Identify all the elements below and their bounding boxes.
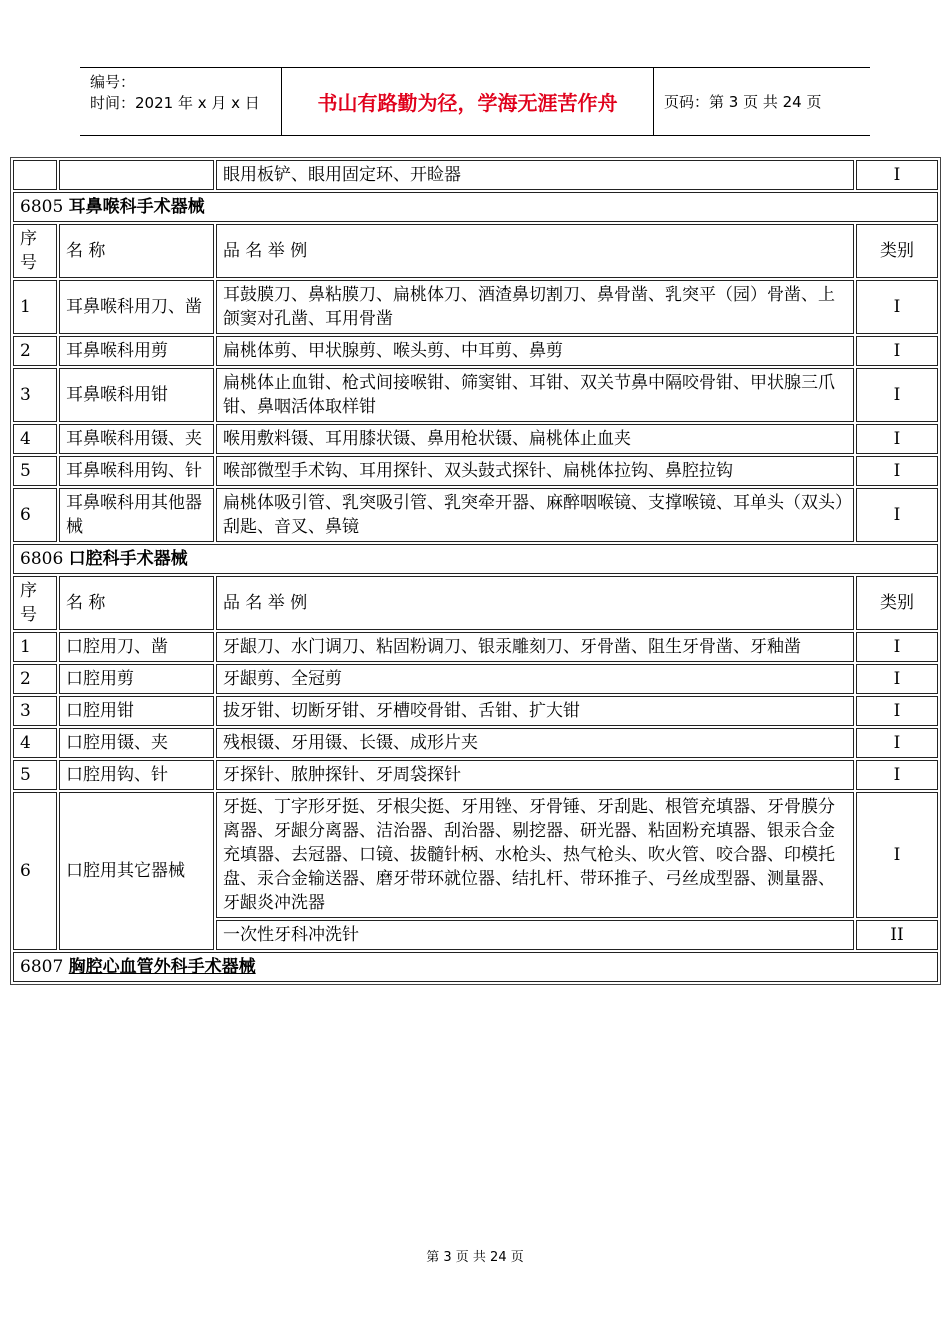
cell-category: I — [856, 368, 938, 422]
cell-examples: 一次性牙科冲洗针 — [216, 920, 854, 950]
table-row — [13, 792, 938, 918]
col-category: 类别 — [856, 224, 938, 278]
cell-name: 口腔用钳 — [59, 696, 214, 726]
cell-name: 口腔用剪 — [59, 664, 214, 694]
table-row — [13, 456, 938, 486]
cell-examples: 牙挺、丁字形牙挺、牙根尖挺、牙用锉、牙骨锤、牙刮匙、根管充填器、牙骨膜分离器、牙龈分离器、洁治器、刮治器、剔挖器、研光器、粘固粉充填器、银汞合金充填器、去冠器、口镜、拔髓针柄、水枪头、热气枪头、吹火管、咬合器、印模托盘、汞合金输送器、磨牙带环就位器、结扎杆、带环推子、弓丝成型器、测量器、牙龈炎冲洗器 — [216, 792, 854, 918]
section-code: 6805 — [20, 197, 64, 217]
cell-seq: 4 — [13, 424, 57, 454]
cell-category: I — [856, 280, 938, 334]
section-title: 口腔科手术器械 — [68, 549, 188, 569]
cell-name: 耳鼻喉科用钩、针 — [59, 456, 214, 486]
table-row — [13, 336, 938, 366]
section-title: 耳鼻喉科手术器械 — [68, 197, 205, 217]
cell-category: I — [856, 696, 938, 726]
cell-name — [59, 160, 214, 190]
table-row — [13, 664, 938, 694]
cell-category: I — [856, 456, 938, 486]
cell-category: I — [856, 160, 938, 190]
column-header-row — [13, 576, 938, 630]
cell-examples: 耳鼓膜刀、鼻粘膜刀、扁桃体刀、酒渣鼻切割刀、鼻骨凿、乳突平（园）骨凿、上颌窦对孔凿、耳用骨凿 — [216, 280, 854, 334]
section-code: 6806 — [20, 549, 64, 569]
cell-seq: 1 — [13, 280, 57, 334]
cell-seq: 6 — [13, 488, 57, 542]
cell-name: 耳鼻喉科用钳 — [59, 368, 214, 422]
cell-seq: 2 — [13, 664, 57, 694]
cell-examples: 眼用板铲、眼用固定环、开睑器 — [216, 160, 854, 190]
cell-category: I — [856, 424, 938, 454]
cell-seq: 6 — [13, 792, 57, 950]
column-header-row — [13, 224, 938, 278]
cell-examples: 牙探针、脓肿探针、牙周袋探针 — [216, 760, 854, 790]
col-seq: 序号 — [13, 224, 57, 278]
table-row — [13, 696, 938, 726]
col-seq: 序号 — [13, 576, 57, 630]
page-header — [80, 67, 870, 136]
page-footer: 第 3 页 共 24 页 — [426, 1250, 524, 1265]
table-row — [13, 424, 938, 454]
header-meta — [80, 68, 282, 135]
cell-category: I — [856, 336, 938, 366]
cell-name: 口腔用其它器械 — [59, 792, 214, 950]
cell-seq: 2 — [13, 336, 57, 366]
cell-examples: 拔牙钳、切断牙钳、牙槽咬骨钳、舌钳、扩大钳 — [216, 696, 854, 726]
cell-name: 耳鼻喉科用其他器械 — [59, 488, 214, 542]
col-name: 名 称 — [59, 576, 214, 630]
cell-category: I — [856, 792, 938, 918]
table-row — [13, 760, 938, 790]
cell-name: 口腔用刀、凿 — [59, 632, 214, 662]
cell-name: 耳鼻喉科用剪 — [59, 336, 214, 366]
table-row — [13, 368, 938, 422]
time-label: 时间：2021 年 x 月 x 日 — [90, 94, 260, 112]
section-header-6805 — [13, 192, 938, 222]
cell-name: 口腔用钩、针 — [59, 760, 214, 790]
cell-examples: 残根镊、牙用镊、长镊、成形片夹 — [216, 728, 854, 758]
cell-examples: 牙龈剪、全冠剪 — [216, 664, 854, 694]
cell-examples: 扁桃体吸引管、乳突吸引管、乳突牵开器、麻醉咽喉镜、支撑喉镜、耳单头（双头）刮匙、音叉、鼻镜 — [216, 488, 854, 542]
cell-category: II — [856, 920, 938, 950]
cell-category: I — [856, 728, 938, 758]
cell-seq: 1 — [13, 632, 57, 662]
section-title: 胸腔心血管外科手术器械 — [68, 957, 256, 977]
cell-category: I — [856, 632, 938, 662]
table-row — [13, 160, 938, 190]
cell-seq: 3 — [13, 696, 57, 726]
col-category: 类别 — [856, 576, 938, 630]
cell-examples: 喉用敷料镊、耳用膝状镊、鼻用枪状镊、扁桃体止血夹 — [216, 424, 854, 454]
table-row — [13, 280, 938, 334]
cell-seq: 5 — [13, 456, 57, 486]
cell-category: I — [856, 488, 938, 542]
number-label: 编号： — [90, 73, 136, 91]
header-motto: 书山有路勤为径，学海无涯苦作舟 — [282, 68, 654, 135]
cell-seq: 3 — [13, 368, 57, 422]
cell-name: 耳鼻喉科用刀、凿 — [59, 280, 214, 334]
table-row — [13, 488, 938, 542]
section-code: 6807 — [20, 957, 64, 977]
cell-examples: 扁桃体剪、甲状腺剪、喉头剪、中耳剪、鼻剪 — [216, 336, 854, 366]
cell-name: 口腔用镊、夹 — [59, 728, 214, 758]
catalog-table — [10, 157, 941, 985]
cell-examples: 牙龈刀、水门调刀、粘固粉调刀、银汞雕刻刀、牙骨凿、阻生牙骨凿、牙釉凿 — [216, 632, 854, 662]
cell-seq: 5 — [13, 760, 57, 790]
header-page-info: 页码：第 3 页 共 24 页 — [664, 93, 822, 111]
cell-seq — [13, 160, 57, 190]
cell-examples: 喉部微型手术钩、耳用探针、双头鼓式探针、扁桃体拉钩、鼻腔拉钩 — [216, 456, 854, 486]
cell-seq: 4 — [13, 728, 57, 758]
table-row — [13, 632, 938, 662]
cell-category: I — [856, 664, 938, 694]
section-header-6806 — [13, 544, 938, 574]
col-name: 名 称 — [59, 224, 214, 278]
col-examples: 品 名 举 例 — [216, 576, 854, 630]
col-examples: 品 名 举 例 — [216, 224, 854, 278]
cell-examples: 扁桃体止血钳、枪式间接喉钳、筛窦钳、耳钳、双关节鼻中隔咬骨钳、甲状腺三爪钳、鼻咽活体取样钳 — [216, 368, 854, 422]
section-header-6807 — [13, 952, 938, 982]
cell-category: I — [856, 760, 938, 790]
cell-name: 耳鼻喉科用镊、夹 — [59, 424, 214, 454]
table-row — [13, 728, 938, 758]
